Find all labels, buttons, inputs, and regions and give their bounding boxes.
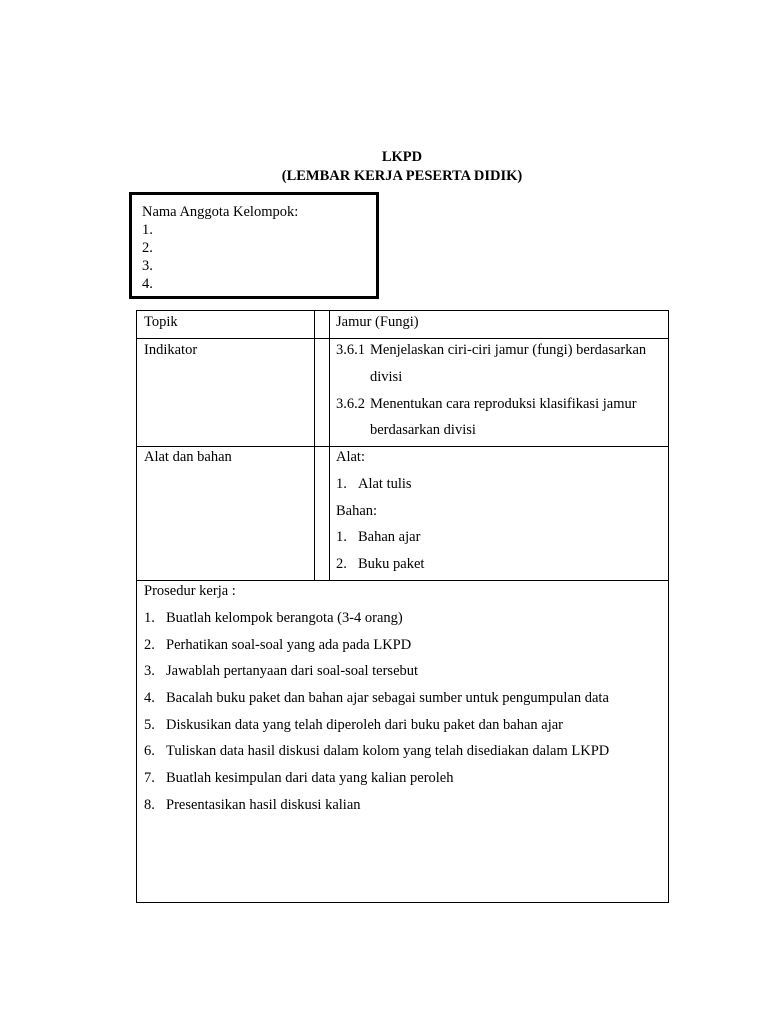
procedure-step-number: 2. [144,637,155,653]
indicator-text-2: Menentukan cara reproduksi klasifikasi jamur [370,396,637,412]
procedure-step-number: 6. [144,743,155,759]
procedure-heading: Prosedur kerja : [144,583,236,599]
procedure-step-number: 1. [144,610,155,626]
member-slot-3: 3. [142,258,153,274]
group-members-box [129,192,379,299]
table-column-divider [314,311,315,581]
table-row-divider [137,338,668,339]
materials-heading: Bahan: [336,503,378,519]
tool-item-number: 1. [336,476,347,492]
procedure-step: Buatlah kesimpulan dari data yang kalian peroleh [166,770,454,786]
indicator-text-2-cont: berdasarkan divisi [370,422,476,438]
indicator-text-1-cont: divisi [370,369,403,385]
procedure-step: Diskusikan data yang telah diperoleh dari buku paket dan bahan ajar [166,717,564,733]
material-item-number: 2. [336,556,347,572]
procedure-step: Jawablah pertanyaan dari soal-soal tersebut [166,663,419,679]
activity-table [136,310,669,903]
indicator-code-1: 3.6.1 [336,342,365,358]
page-title: LKPD [381,149,423,165]
procedure-step: Bacalah buku paket dan bahan ajar sebagai sumber untuk pengumpulan data [166,690,609,706]
material-item: Bahan ajar [358,529,421,545]
materials-label: Alat dan bahan [144,449,232,465]
procedure-step: Tuliskan data hasil diskusi dalam kolom yang telah disediakan dalam LKPD [166,743,610,759]
member-slot-1: 1. [142,222,153,238]
indicator-code-2: 3.6.2 [336,396,365,412]
procedure-step-number: 3. [144,663,155,679]
topic-value: Jamur (Fungi) [336,314,419,330]
topic-label: Topik [144,314,178,330]
procedure-step-number: 7. [144,770,155,786]
table-column-divider [329,311,330,581]
procedure-step-number: 8. [144,797,155,813]
table-row-divider [137,580,668,581]
member-slot-4: 4. [142,276,153,292]
procedure-step: Presentasikan hasil diskusi kalian [166,797,361,813]
procedure-step: Buatlah kelompok berangota (3-4 orang) [166,610,403,626]
procedure-step-number: 4. [144,690,155,706]
page-subtitle: (LEMBAR KERJA PESERTA DIDIK) [281,168,523,184]
material-item: Buku paket [358,556,425,572]
member-slot-2: 2. [142,240,153,256]
procedure-step-number: 5. [144,717,155,733]
procedure-step: Perhatikan soal-soal yang ada pada LKPD [166,637,412,653]
indicator-text-1: Menjelaskan ciri-ciri jamur (fungi) berdasarkan [370,342,647,358]
table-row-divider [137,446,668,447]
material-item-number: 1. [336,529,347,545]
indicator-label: Indikator [144,342,198,358]
tool-item: Alat tulis [358,476,412,492]
tools-heading: Alat: [336,449,365,465]
group-members-label: Nama Anggota Kelompok: [142,204,299,220]
